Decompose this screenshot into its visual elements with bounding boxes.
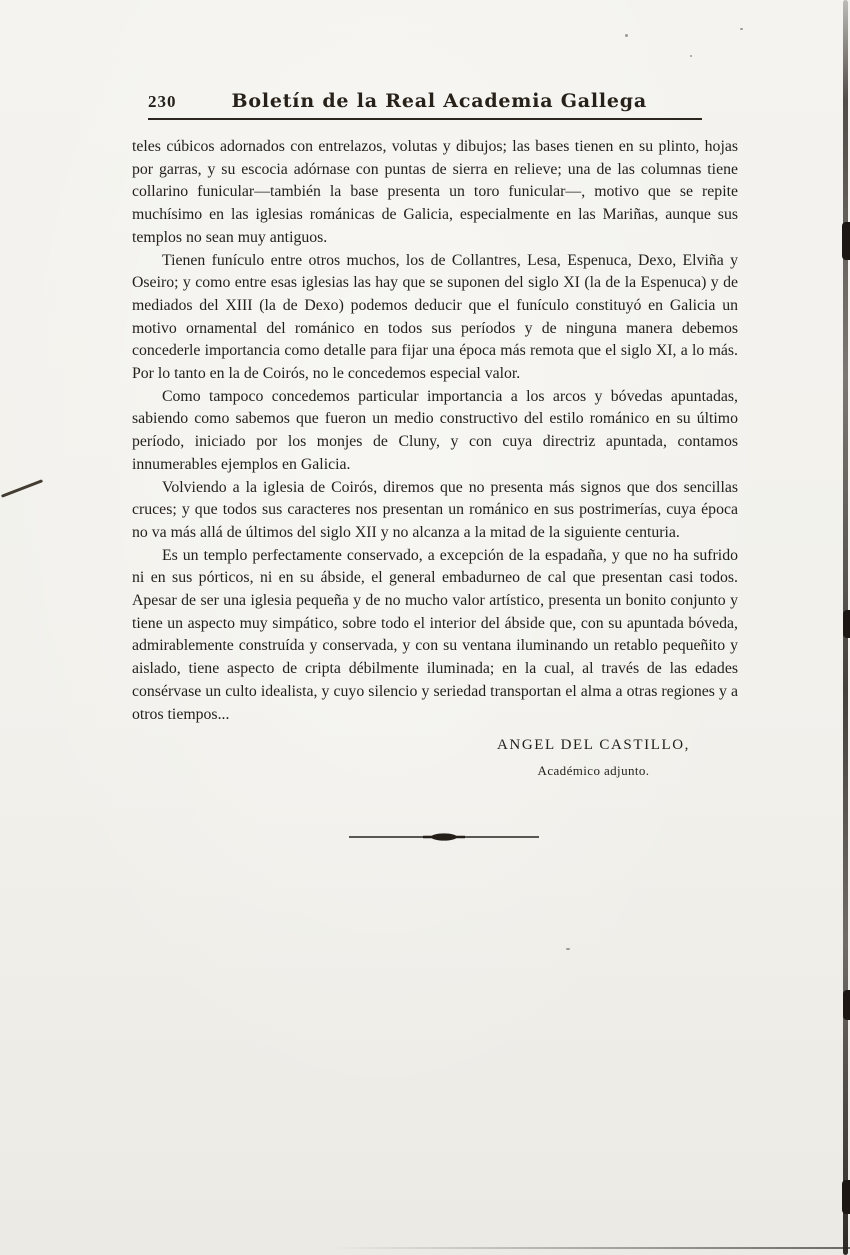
journal-title: Boletín de la Real Academia Gallega — [231, 90, 647, 112]
page-number: 230 — [148, 92, 177, 111]
paragraph-1: teles cúbicos adornados con entrelazos, volutas y dibujos; las bases tienen en su plinto, hojas por garras, y su escocia adórnase con puntas de sierra en relieve; una de las columnas tiene collarino funicular—también la base presenta un toro funicular—, motivo que se repite muchísimo en las iglesias románicas de Galicia, especialmente en las Mariñas, aunque sus templos no sean muy antiguos. — [132, 138, 738, 246]
paragraph-4: Volviendo a la iglesia de Coirós, diremos que no presenta más signos que dos sencillas cruces; y que todos sus caracteres nos presentan un románico en sus postrimerías, cuya época no va más allá de últimos del siglo XII y no alcanza a la mitad de la siguiente centuria. — [132, 478, 738, 541]
signature-inner — [497, 734, 690, 782]
scan-speckle — [566, 948, 570, 950]
page-header — [148, 90, 702, 120]
paragraph-2: Tienen funículo entre otros muchos, los de Collantres, Lesa, Espenuca, Dexo, Elviña y Oseiro; y como entre esas iglesias las hay que se suponen del siglo XI (la de la Espenuca) y de mediados del XIII (la de Dexo) podemos deducir que el funículo constituyó en Galicia un motivo ornamental del románico en todos sus períodos y de ninguna manera debemos concederle importancia como detalle para fijar una época más remota que el siglo XI, a lo más. Por lo tanto en la de Coirós, no le concedemos especial valor. — [132, 251, 738, 383]
scan-artifact — [843, 990, 850, 1020]
pen-slash-artifact — [1, 479, 43, 498]
paragraph-3: Como tampoco concedemos particular importancia a los arcos y bóvedas apuntadas, sabiendo como sabemos que fueron un medio constructivo del estilo románico en su último período, iniciado por los monjes de Cluny, y con cuya directriz apuntada, contamos innumerables ejemplos en Galicia. — [132, 387, 738, 473]
bottom-edge-artifact — [330, 1247, 850, 1249]
article-body — [132, 136, 738, 851]
end-rule-icon — [349, 830, 539, 844]
scan-artifact — [842, 1180, 850, 1214]
scan-speckle — [740, 28, 743, 30]
scan-artifact — [842, 222, 850, 260]
signature-role: Académico adjunto. — [537, 762, 650, 778]
signature-block — [132, 734, 738, 782]
scan-artifact — [843, 610, 850, 638]
scan-speckle — [690, 55, 692, 57]
signature-name: ANGEL DEL CASTILLO, — [496, 737, 690, 754]
scan-speckle — [625, 34, 628, 37]
end-ornament — [132, 829, 738, 852]
paragraph-5: Es un templo perfectamente conservado, a excepción de la espadaña, y que no ha sufrido ni en sus pórticos, ni en su ábside, el general embadurneo de cal que presentan casi todos. Apesar de ser una iglesia pequeña y de no mucho valor artístico, presenta un bonito conjunto y tiene un aspecto muy simpático, sobre todo el interior del ábside que, con su apuntada bóveda, admirablemente construída y conservada, y con su ventana iluminando un retablo pequeñito y aislado, tiene aspecto de cripta débilmente iluminada; en la cual, al través de las edades consérvase un culto idealista, y cuyo silencio y seriedad transportan el alma a otras regiones y a otros tiempos... — [132, 546, 738, 723]
